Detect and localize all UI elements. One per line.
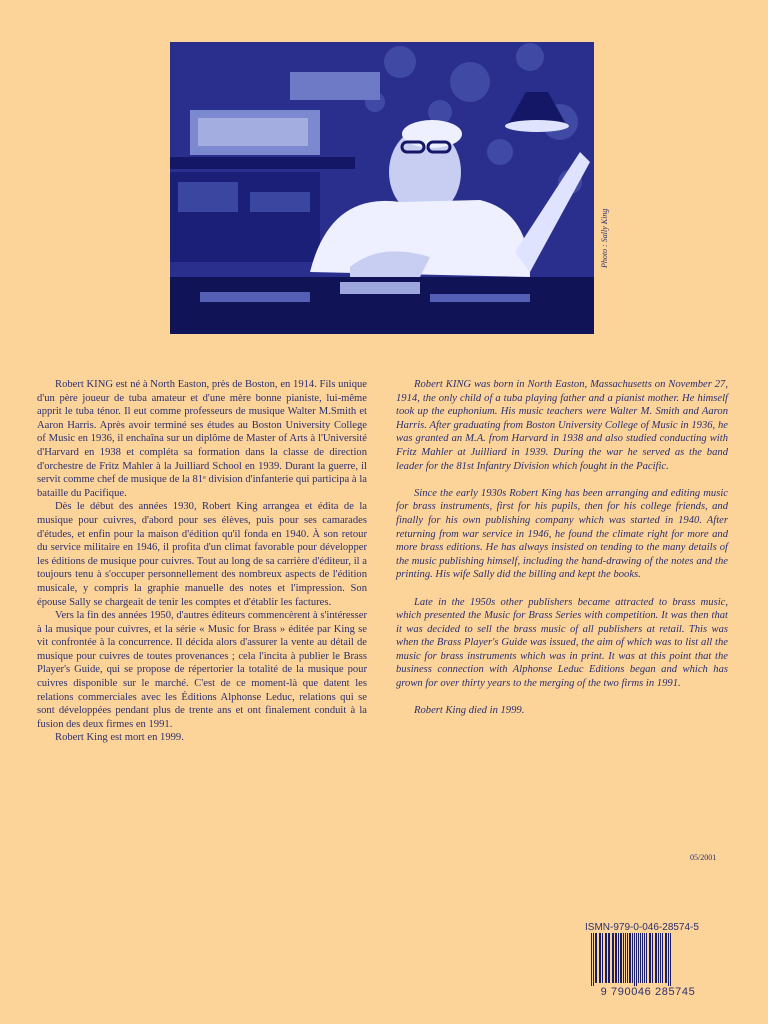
french-paragraph: Robert King est mort en 1999. [55, 732, 184, 744]
english-paragraph: Late in the 1950s other publishers became attracted to brass music, which presented the Music for Brass Series with competition. It was then that it was decided to sell the brass music of all publishers at retail. This was when the Brass Player's Guide was issued, the aim of which was to list all the music for brass instruments which was in print. It was at this point that the business connection with Alphonse Leduc Editions began and which has grown for over thirty years to the merging of the two firms in 1991. [396, 596, 728, 690]
barcode-bar [623, 933, 624, 983]
barcode-bar [591, 933, 592, 989]
barcode-bar [602, 933, 603, 983]
barcode-bar [627, 933, 628, 983]
barcode-bar [662, 933, 663, 983]
photo-credit: Photo : Sally King [600, 208, 609, 268]
barcode-bar [620, 933, 622, 983]
barcode-bar [640, 933, 641, 983]
ismn-number: ISMN-979-0-046-28574-5 [585, 922, 699, 933]
english-paragraph: Robert KING was born in North Easton, Massachusetts on November 27, 1914, the only child of a tuba playing father and a pianist mother. He himself took up the euphonium. His music teachers were Walter M. Smith and Aaron Harris. After graduating from Boston University College of Music in 1936, he was granted an M.A. from Harvard in 1938 and also studied conducting with Fritz Mahler at Juilliard in 1939. During the war he served as the band leader for the 81st Infantry Division which fought in the Pacific. [396, 379, 728, 472]
barcode-bar [618, 933, 619, 983]
barcode-digits: 9 790046 285745 [585, 986, 711, 998]
barcode-bar [670, 933, 671, 989]
barcode-bar [638, 933, 639, 983]
french-paragraph: Vers la fin des années 1950, d'autres éditeurs commencèrent à s'intéresser à la musique pour cuivres, et la série « Music for Brass » éditée par King se vit confrontée à la concurrence. Il décida alors d'assurer la vente au détail de musique pour cuivres de toutes provenances ; cela l'incita à publier le Brass Player's Guide, qui se propose de répertorier la totalité de la musique pour cuivres disponible sur le marché. C'est de ce moment-là que datent les relations commerciales avec les Éditions Alphonse Leduc, relations qui se sont développées pendant plus de trente ans et ont finalement conduit à la fusion des deux firmes en 1991. [37, 610, 367, 730]
french-paragraph: Dès le début des années 1930, Robert King arrangea et édita de la musique pour cuivres, d'abord pour ses élèves, puis pour ses camarades d'études, et enfin pour la maison d'édition qu'il fonda en 1940. À son retour du service militaire en 1946, il profita d'un climat favorable pour développer les éditions de musique pour cuivres. Tout au long de sa carrière d'éditeur, il a toujours tenu à s'occuper personnellement des nombreux aspects de l'édition musicale, y compris la graphie manuelle des notes et l'impression. Son épouse Sally se chargeait de tenir les comptes et d'établir les factures. [37, 501, 367, 608]
portrait-photo [170, 42, 594, 334]
barcode-bar [658, 933, 659, 983]
barcode-bar [595, 933, 597, 983]
barcode-bar [642, 933, 643, 983]
barcode-bar [649, 933, 651, 983]
barcode-bar [634, 933, 635, 989]
barcode-bar [665, 933, 667, 983]
barcode-bar [605, 933, 607, 983]
barcode-bar [636, 933, 637, 989]
barcode-bar [615, 933, 617, 983]
barcode-bar [608, 933, 610, 983]
french-text-column [37, 378, 367, 745]
barcode-bar [632, 933, 633, 983]
english-paragraph: Since the early 1930s Robert King has been arranging and editing music for brass instruments, first for his pupils, then for his college friends, and finally for his own publishing company which was started in 1940. After returning from war service in 1946, he found the climate right for more and more brass editions. He has always insisted on tending to the many details of the music publishing himself, including the hand-drawing of the notes and the printing. His wife Sally did the billing and kept the books. [396, 487, 728, 581]
english-text-column [396, 378, 728, 731]
barcode-bar [655, 933, 657, 983]
barcode-bar [660, 933, 661, 983]
barcode-bar [629, 933, 631, 983]
barcode-bar [593, 933, 594, 989]
barcode-bar [652, 933, 653, 983]
date-code: 05/2001 [690, 853, 717, 862]
barcode-bar [612, 933, 614, 983]
french-paragraph: Robert KING est né à North Easton, près de Boston, en 1914. Fils unique d'un père joueur de tuba amateur et d'une mère bonne pianiste, lui-même apprit le tuba ténor. Il eut comme professeurs de musique Walter M.Smith et Aaron Harris. Après avoir terminé ses études au Boston University College of Music en 1936, il enchaîna sur un diplôme de Master of Arts à l'Université d'Harvard en 1938 et compléta sa formation dans la classe de direction d'orchestre de Fritz Mahler à la Juilliard School en 1939. Durant la guerre, il servit comme chef de musique de la 81ᵉ division d'infanterie qui participa à la bataille du Pacifique. [37, 379, 367, 499]
barcode-bar [599, 933, 601, 983]
barcode-bar [644, 933, 645, 983]
barcode-bar [625, 933, 626, 983]
barcode-bars [585, 933, 711, 989]
barcode-bar [668, 933, 669, 989]
barcode-bar [646, 933, 647, 983]
english-paragraph: Robert King died in 1999. [414, 705, 525, 717]
portrait-illustration [170, 42, 594, 334]
